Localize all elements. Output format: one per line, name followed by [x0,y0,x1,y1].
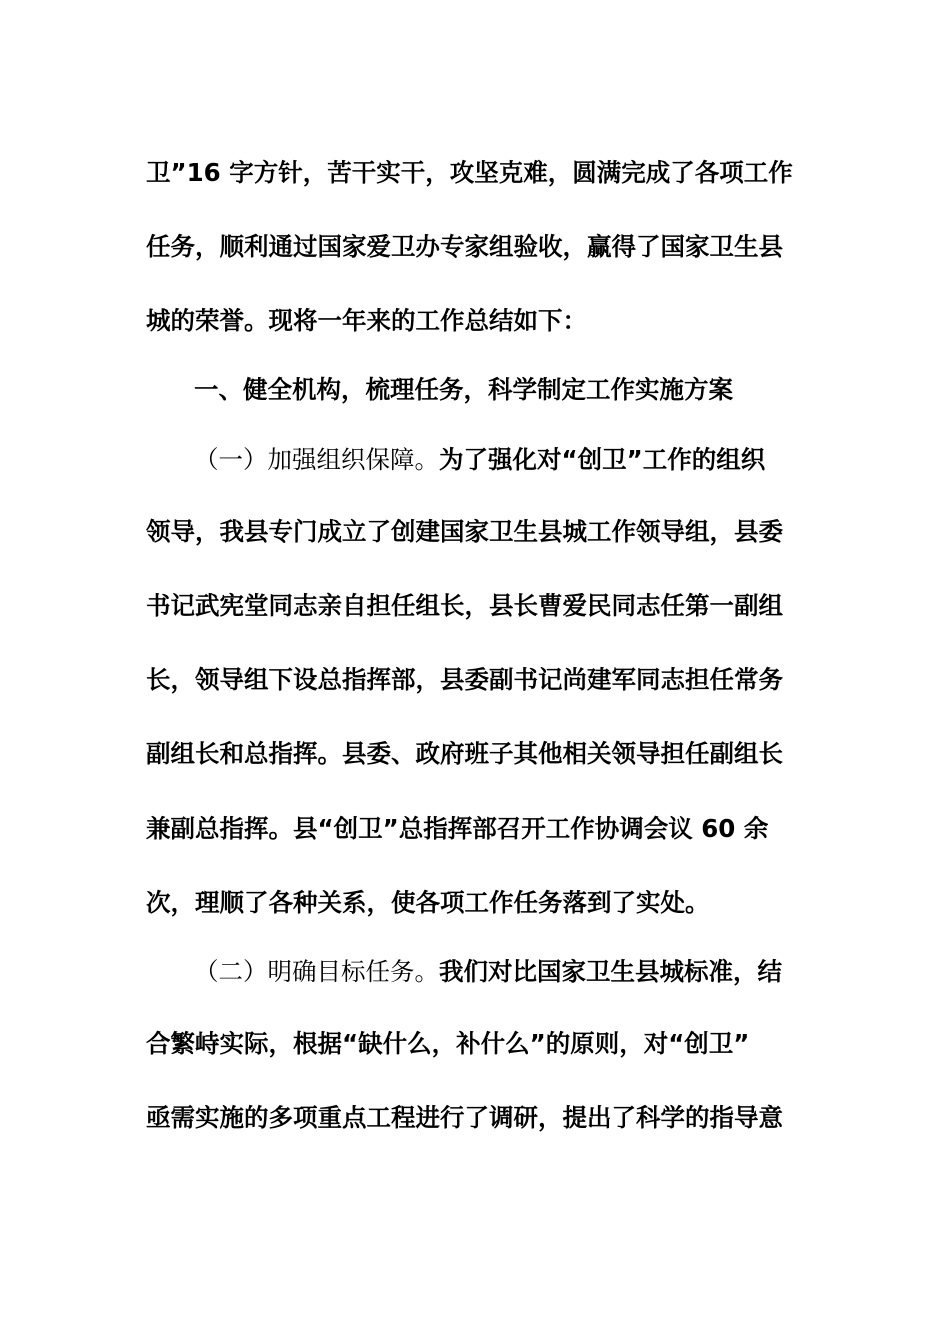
paragraph-line: 次，理顺了各种关系，使各项工作任务落到了实处。 [146,888,710,917]
paragraph-line: 卫”16 字方针，苦干实干，攻坚克难，圆满完成了各项工作 [146,158,793,187]
paragraph-line: 亟需实施的多项重点工程进行了调研，提出了科学的指导意 [146,1103,783,1132]
paragraph-line: 城的荣誉。现将一年来的工作总结如下： [146,306,587,335]
paragraph-line: 任务，顺利通过国家爱卫办专家组验收，赢得了国家卫生县 [146,232,783,261]
paragraph-line: 副组长和总指挥。县委、政府班子其他相关领导担任副组长 [146,739,783,768]
paragraph-line: 长，领导组下设总指挥部，县委副书记尚建军同志担任常务 [146,665,783,694]
subheading-label: （二）明确目标任务。 [194,957,439,986]
paragraph-line: 兼副总指挥。县“创卫”总指挥部召开工作协调会议 60 余 [146,814,769,843]
paragraph-text: 为了强化对“创卫”工作的组织 [439,445,766,474]
paragraph-line [194,442,765,478]
paragraph-text: 我们对比国家卫生县城标准，结 [439,957,782,986]
paragraph-line: 领导，我县专门成立了创建国家卫生县城工作领导组，县委 [146,517,783,546]
paragraph-line [194,954,782,990]
paragraph-line: 合繁峙实际，根据“缺什么，补什么”的原则，对“创卫” [146,1029,750,1058]
paragraph-line: 书记武宪堂同志亲自担任组长，县长曹爱民同志任第一副组 [146,591,783,620]
section-heading: 一、健全机构，梳理任务，科学制定工作实施方案 [194,375,733,404]
subheading-label: （一）加强组织保障。 [194,445,439,474]
